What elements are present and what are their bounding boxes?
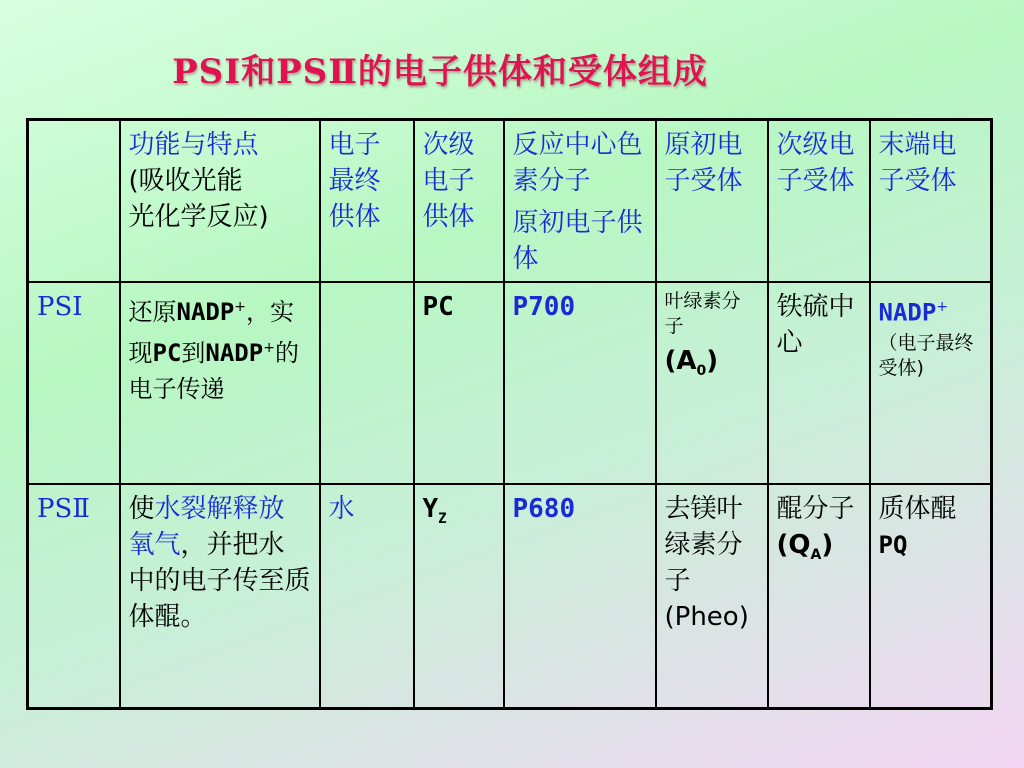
header-function-line1: 功能与特点 <box>128 130 259 160</box>
header-secondary-acceptor: 次级电子受体 <box>768 120 870 283</box>
header-reaction-center <box>504 120 656 283</box>
ps2-secondary-paren: (Q <box>776 530 811 560</box>
ps1-function-part: 的电子传递 <box>128 339 299 403</box>
row-label-ps1: PSⅠ <box>28 282 120 484</box>
cell-ps2-function <box>120 484 320 709</box>
ps2-secondary-donor-sub: Z <box>438 511 447 528</box>
ps2-terminal-line2: PQ <box>878 531 908 559</box>
ps1-function-part: 还原 <box>128 298 177 326</box>
ps2-secondary-paren: ) <box>821 530 834 560</box>
header-corner-cell <box>28 120 120 283</box>
ps2-secondary-donor-main: Y <box>422 494 439 524</box>
ps1-primary-line2 <box>665 343 759 389</box>
table-row-ps1 <box>28 282 992 484</box>
ps1-primary-sub: 0 <box>696 363 707 380</box>
header-terminal-acceptor: 末端电子受体 <box>870 120 992 283</box>
ps1-terminal-sup: + <box>936 299 949 315</box>
ps1-primary-paren: ) <box>706 346 719 376</box>
slide-title: PSⅠ和PSⅡ的电子供体和受体组成 <box>172 52 708 92</box>
ps1-primary-line1: 叶绿素分子 <box>664 290 741 337</box>
ps2-function-highlight: 水裂解释放氧气 <box>128 494 285 560</box>
header-function-line2: (吸收光能 <box>128 166 243 196</box>
table-row-ps2 <box>28 484 992 709</box>
cell-ps2-terminal-acceptor <box>870 484 992 709</box>
ps2-function-part: ，并把水中的电子传至质体醌。 <box>128 530 311 632</box>
table-header-row <box>28 120 992 283</box>
ps1-function-sup: + <box>263 340 275 356</box>
ps2-function-part: 使 <box>128 494 155 524</box>
row-label-ps2: PSⅡ <box>28 484 120 709</box>
cell-ps2-secondary-acceptor <box>768 484 870 709</box>
ps1-function-part: ，实现 <box>128 298 295 367</box>
cell-ps1-center: P700 <box>504 282 656 484</box>
header-center-line2: 原初电子供体 <box>512 208 643 274</box>
header-function <box>120 120 320 283</box>
header-function-line3: 光化学反应) <box>128 202 269 232</box>
ps1-function-sup: + <box>234 299 247 315</box>
ps1-function-part: 到 <box>181 339 206 367</box>
ps2-terminal-line1: 质体醌 <box>878 494 957 524</box>
ps1-terminal-nadp: NADP <box>878 298 937 327</box>
ps1-terminal-note: （电子最终受体) <box>878 331 974 379</box>
ps1-function-pc: PC <box>152 339 182 367</box>
ps1-function-nadp: NADP <box>205 339 264 367</box>
header-final-donor: 电子最终供体 <box>320 120 414 283</box>
header-center-line1: 反应中心色素分子 <box>512 130 643 196</box>
cell-ps2-primary-acceptor <box>656 484 768 709</box>
header-secondary-donor: 次级电子供体 <box>414 120 504 283</box>
cell-ps2-final-donor: 水 <box>320 484 414 709</box>
cell-ps1-final-donor <box>320 282 414 484</box>
ps2-primary-line1: 去镁叶绿素分子 <box>664 494 743 596</box>
ps-table <box>26 118 993 710</box>
cell-ps1-terminal-acceptor <box>870 282 992 484</box>
ps2-primary-line2: (Pheo) <box>664 602 749 632</box>
ps1-function-nadp: NADP <box>176 298 235 326</box>
ps2-secondary-sub: A <box>810 547 822 564</box>
header-primary-acceptor: 原初电子受体 <box>656 120 768 283</box>
ps2-secondary-line1: 醌分子 <box>776 494 855 524</box>
cell-ps2-center: P680 <box>504 484 656 709</box>
ps1-terminal-main <box>879 289 983 331</box>
cell-ps1-primary-acceptor <box>656 282 768 484</box>
cell-ps1-function <box>120 282 320 484</box>
ps1-primary-paren: (A <box>664 346 697 376</box>
cell-ps1-secondary-acceptor: 铁硫中心 <box>768 282 870 484</box>
cell-ps2-secondary-donor <box>414 484 504 709</box>
ps2-secondary-line2 <box>777 527 861 573</box>
cell-ps1-secondary-donor: PC <box>414 282 504 484</box>
